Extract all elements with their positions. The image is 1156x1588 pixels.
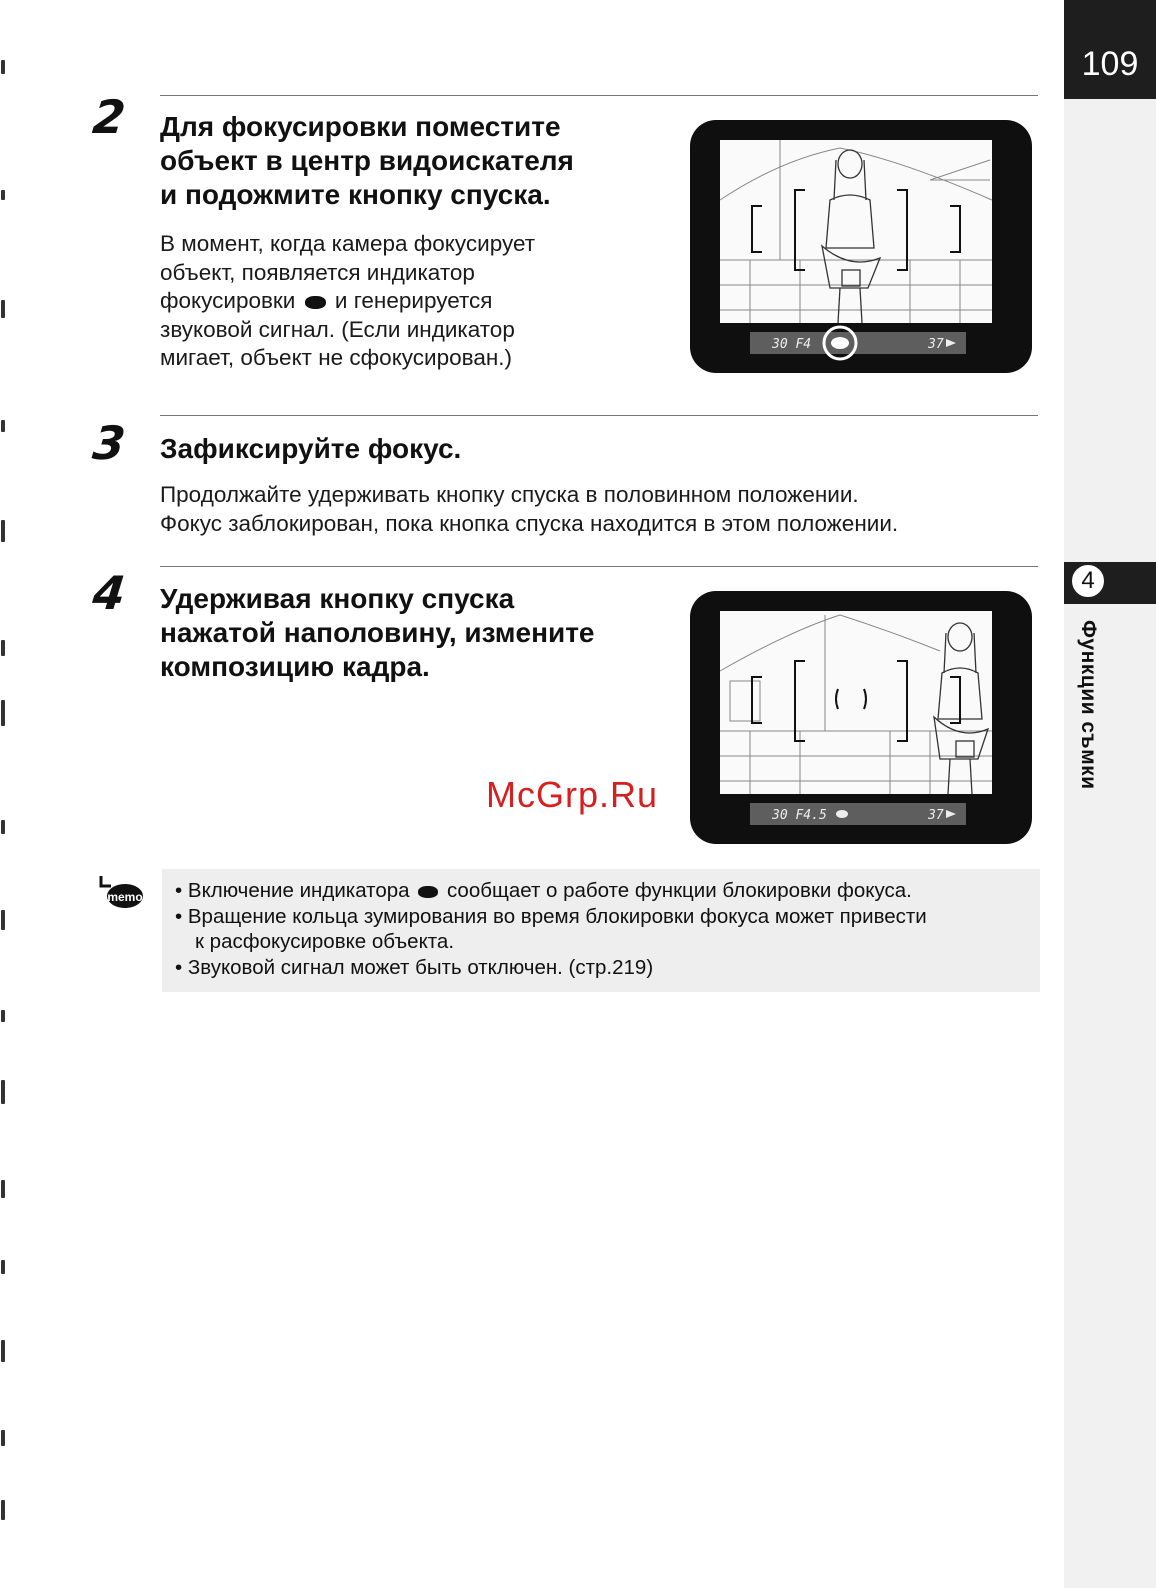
step-3-heading: Зафиксируйте фокус. bbox=[160, 433, 462, 464]
svg-text:30 F4: 30 F4 bbox=[772, 337, 812, 352]
step-4-rule bbox=[160, 566, 1038, 567]
svg-text:37: 37 bbox=[928, 808, 944, 823]
step-2-body: В момент, когда камера фокусирует объект, появляется индикатор фокусировки и генерируется звуковой сигнал. (Если индикатор мигает, объект не сфокусирован.) bbox=[160, 231, 536, 370]
chapter-number: 4 bbox=[1070, 563, 1106, 599]
svg-text:memo: memo bbox=[107, 890, 143, 904]
watermark: McGrp.Ru bbox=[486, 774, 659, 815]
binding-edge bbox=[0, 0, 8, 1588]
page-number: 109 bbox=[1081, 45, 1139, 83]
focus-indicator-icon bbox=[418, 886, 438, 898]
svg-text:30 F4.5: 30 F4.5 bbox=[772, 808, 827, 823]
memo-text: • Включение индикатора сообщает о работе функции блокировки фокуса. • Вращение кольца зумирования во время блокировки фокуса может привести к расфокусировке объекта. • Звуковой сигнал может быть отключен. (стр.219) bbox=[175, 879, 927, 979]
step-4-number: 4 bbox=[90, 566, 128, 620]
viewfinder-illustration-1 bbox=[690, 120, 1032, 373]
step-4-heading: Удерживая кнопку спуска нажатой наполовину, измените композицию кадра. bbox=[160, 583, 595, 682]
step-3-number: 3 bbox=[90, 416, 128, 470]
viewfinder-scene-2 bbox=[690, 591, 1032, 844]
step-3-body: Продолжайте удерживать кнопку спуска в половинном положении. Фокус заблокирован, пока кнопка спуска находится в этом положении. bbox=[160, 482, 899, 536]
step-3-rule bbox=[160, 415, 1038, 416]
svg-text:37: 37 bbox=[928, 337, 944, 352]
viewfinder-illustration-2 bbox=[690, 591, 1032, 844]
focus-indicator-icon bbox=[305, 296, 326, 309]
chapter-title: Функции съмки bbox=[1077, 620, 1100, 790]
step-2-number: 2 bbox=[90, 90, 128, 144]
viewfinder-scene-1 bbox=[690, 120, 1032, 373]
step-2-heading: Для фокусировки поместите объект в центр видоискателя и подожмите кнопку спуска. bbox=[160, 111, 574, 210]
step-2-rule bbox=[160, 95, 1038, 96]
memo-icon bbox=[97, 872, 145, 912]
